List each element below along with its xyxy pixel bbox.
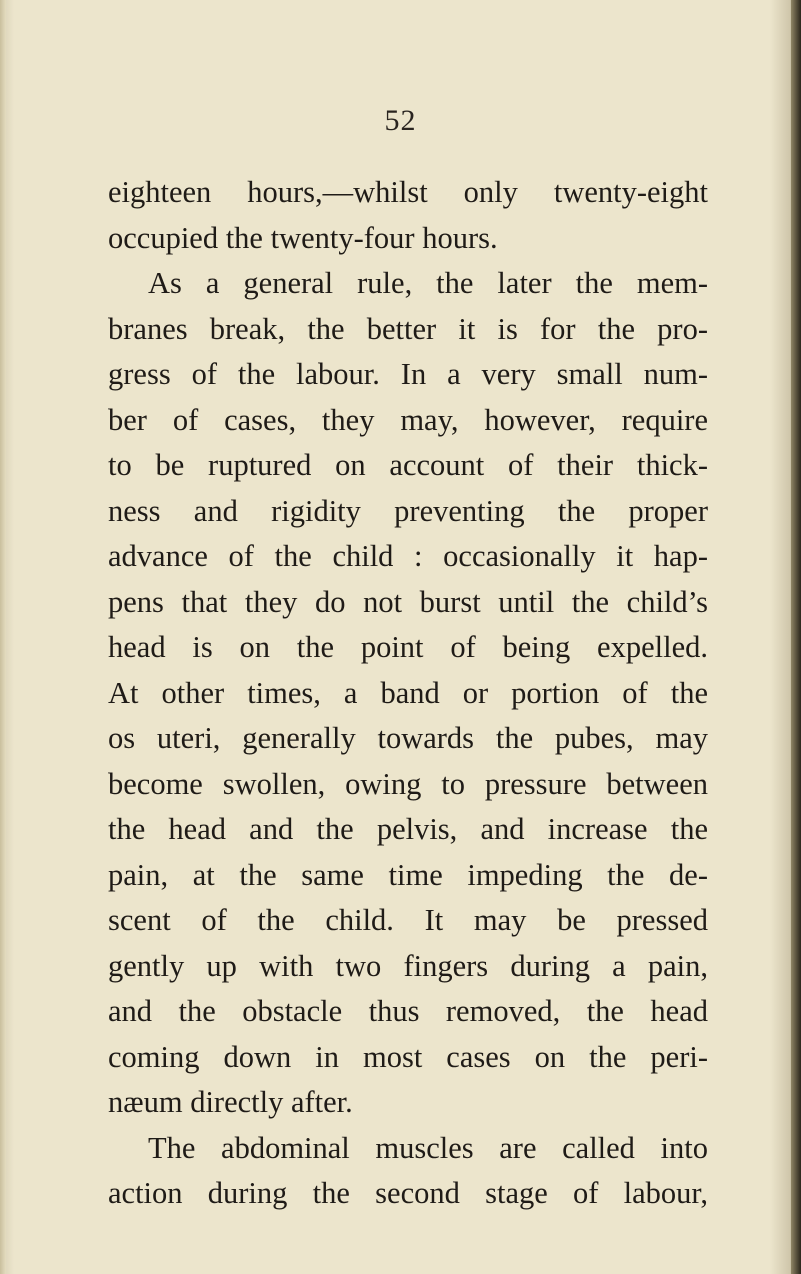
- text-line: to be ruptured on account of their thick-: [108, 448, 708, 482]
- text-line: gress of the labour. In a very small num-: [108, 357, 708, 391]
- text-line: pens that they do not burst until the child’s: [108, 584, 708, 619]
- text-line: The abdominal muscles are called into: [148, 1130, 708, 1165]
- text-line: pain, at the same time impeding the de-: [108, 857, 708, 892]
- text-line: ber of cases, they may, however, require: [108, 402, 708, 437]
- text-line: ness and rigidity preventing the proper: [108, 493, 708, 528]
- body-text: [108, 170, 708, 1217]
- text-line: and the obstacle thus removed, the head: [108, 994, 708, 1028]
- text-line: At other times, a band or portion of the: [108, 675, 708, 710]
- text-line: scent of the child. It may be pressed: [108, 903, 708, 937]
- page-binding-shadow: [791, 0, 801, 1274]
- text-line: os uteri, generally towards the pubes, may: [108, 721, 708, 755]
- text-line: action during the second stage of labour,: [108, 1176, 708, 1210]
- text-line: occupied the twenty-four hours.: [108, 220, 498, 255]
- text-line: coming down in most cases on the peri-: [108, 1039, 708, 1074]
- text-line: head is on the point of being expelled.: [108, 630, 708, 664]
- text-line: næum directly after.: [108, 1085, 353, 1119]
- text-line: become swollen, owing to pressure between: [108, 766, 708, 801]
- text-line: the head and the pelvis, and increase the: [108, 812, 708, 846]
- page-number: 52: [384, 104, 417, 137]
- text-line: eighteen hours,—whilst only twenty-eight: [108, 175, 708, 209]
- text-line: branes break, the better it is for the pro-: [108, 311, 708, 346]
- text-line: advance of the child : occasionally it hap-: [108, 539, 708, 573]
- text-line: gently up with two fingers during a pain,: [108, 948, 708, 983]
- page-left-edge: [0, 0, 6, 1274]
- text-line: As a general rule, the later the mem-: [148, 266, 708, 300]
